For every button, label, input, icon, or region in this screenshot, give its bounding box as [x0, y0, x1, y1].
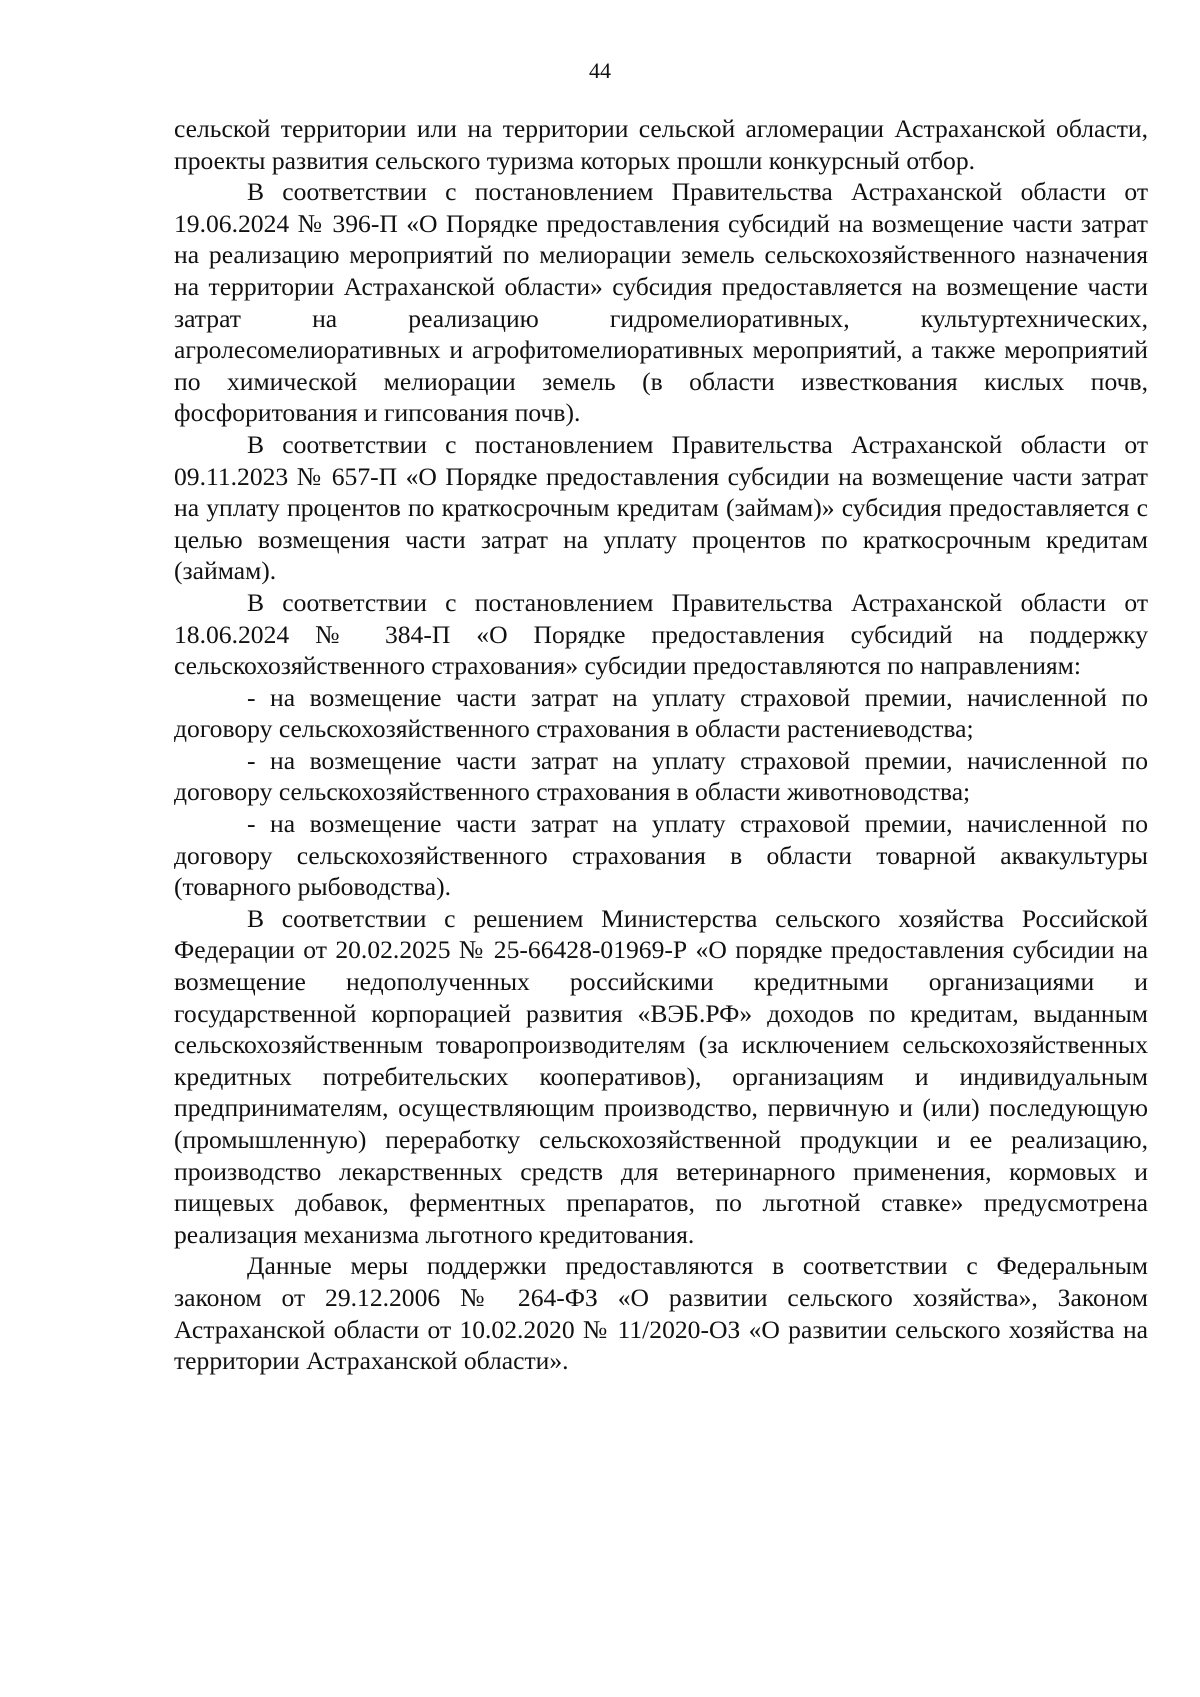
document-body: [174, 113, 1148, 1377]
paragraph-continuation: сельской территории или на территории сельской агломерации Астраханской области, проекты развития сельского туризма которых прошли конкурсный отбор.: [174, 114, 1148, 175]
list-item-aquaculture-insurance: - на возмещение части затрат на уплату страховой премии, начисленной по договору сельскохозяйственного страхования в области товарной аквакультуры (товарного рыбоводства).: [174, 809, 1148, 902]
paragraph-interest-subsidy: В соответствии с постановлением Правительства Астраханской области от 09.11.2023 № 657-П «О Порядке предоставления субсидии на возмещение части затрат на уплату процентов по краткосрочным кредитам (займам)» субсидия предоставляется с целью возмещения части затрат на уплату процентов по краткосрочным кредитам (займам).: [174, 429, 1148, 586]
paragraph-melioration-subsidy: В соответствии с постановлением Правительства Астраханской области от 19.06.2024 № 396-П «О Порядке предоставления субсидий на возмещение части затрат на реализацию мероприятий по мелиорации земель сельскохозяйственного назначения на территории Астраханской области» субсидия предоставляется на возмещение части затрат на реализацию гидромелиоративных, культуртехнических, агролесомелиоративных и агрофитомелиоративных мероприятий, а также мероприятий по химической мелиорации земель (в области известкования кислых почв, фосфоритования и гипсования почв).: [174, 177, 1148, 428]
list-item-livestock-insurance: - на возмещение части затрат на уплату страховой премии, начисленной по договору сельскохозяйственного страхования в области животноводства;: [174, 745, 1148, 807]
paragraph-legal-basis: Данные меры поддержки предоставляются в соответствии с Федеральным законом от 29.12.2006 № 264-ФЗ «О развитии сельского хозяйства», Законом Астраханской области от 10.02.2020 № 11/2020-ОЗ «О развитии сельского хозяйства на территории Астраханской области».: [174, 1251, 1148, 1376]
paragraph-insurance-subsidy: В соответствии с постановлением Правительства Астраханской области от 18.06.2024 № 384-П «О Порядке предоставления субсидий на поддержку сельскохозяйственного страхования» субсидии предоставляются по направлениям:: [174, 587, 1148, 681]
list-item-crop-insurance: - на возмещение части затрат на уплату страховой премии, начисленной по договору сельскохозяйственного страхования в области растениеводства;: [174, 682, 1148, 744]
page-number: 44: [589, 58, 611, 83]
paragraph-preferential-credit: В соответствии с решением Министерства сельского хозяйства Российской Федерации от 20.02.2025 № 25-66428-01969-Р «О порядке предоставления субсидии на возмещение недополученных российскими кредитными организациями и государственной корпорацией развития «ВЭБ.РФ» доходов по кредитам, выданным сельскохозяйственным товаропроизводителям (за исключением сельскохозяйственных кредитных потребительских кооперативов), организациям и индивидуальным предпринимателям, осуществляющим производство, первичную и (или) последующую (промышленную) переработку сельскохозяйственной продукции и ее реализацию, производство лекарственных средств для ветеринарного применения, кормовых и пищевых добавок, ферментных препаратов, по льготной ставке» предусмотрена реализация механизма льготного кредитования.: [174, 903, 1148, 1249]
